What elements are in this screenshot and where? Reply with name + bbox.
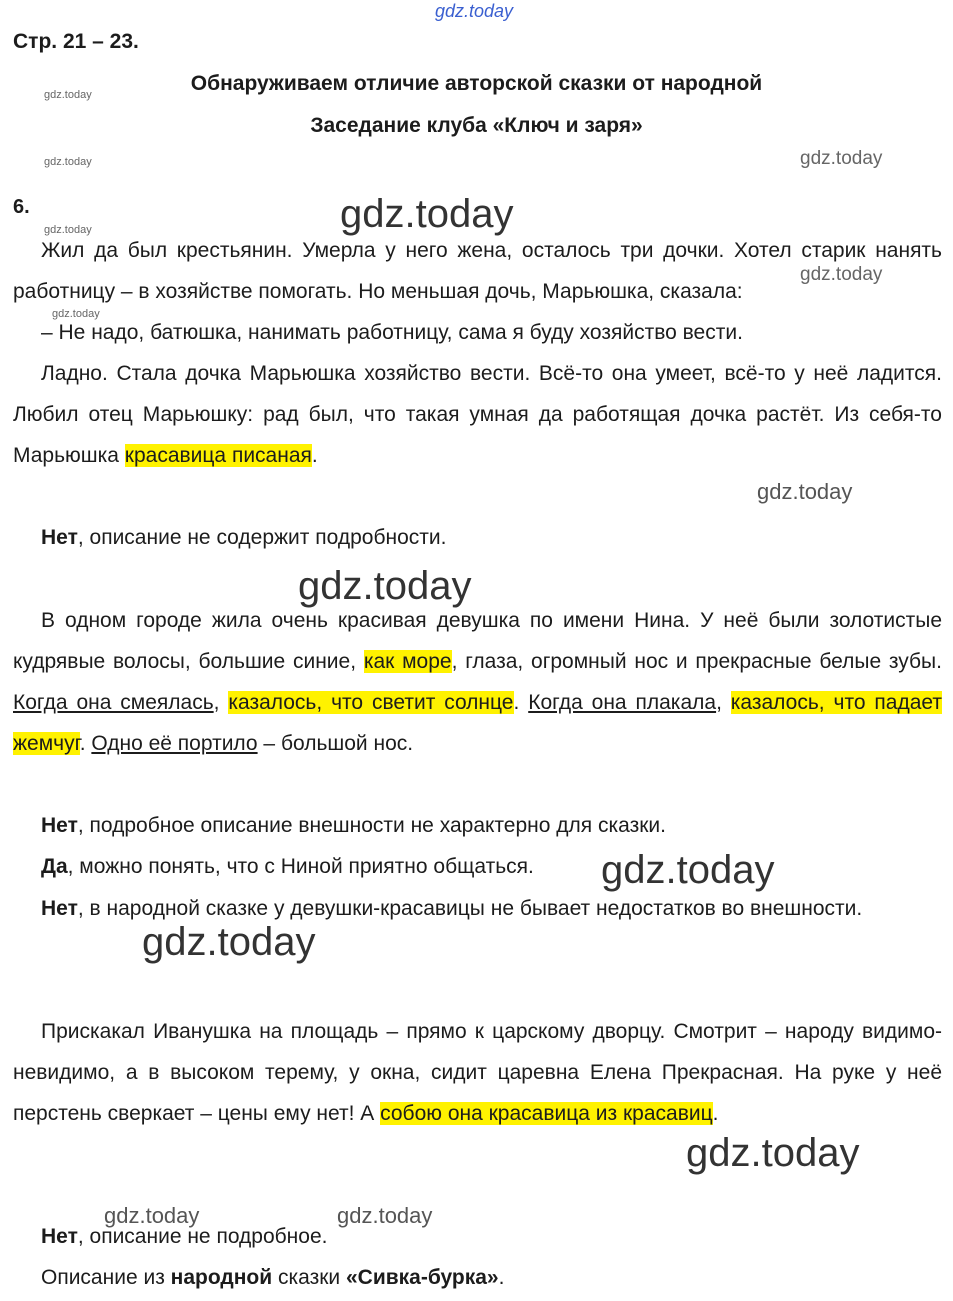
highlight-phrase: собою она красавица из красавиц — [380, 1102, 713, 1125]
passage-1-dialogue: – Не надо, батюшка, нанимать работницу, сама я буду хозяйство вести. — [41, 321, 743, 344]
watermark: gdz.today — [435, 1, 514, 21]
watermark: gdz.today — [44, 156, 92, 168]
underlined-phrase: Одно её портило — [91, 732, 258, 755]
watermark: gdz.today — [44, 89, 92, 101]
highlight-phrase: казалось, что падает жемчуг — [13, 691, 942, 755]
answer-2c: Нет, в народной сказке у девушки-красавицы не бывает недостатков во внешности. — [41, 897, 863, 920]
watermark: gdz.today — [104, 1203, 200, 1228]
highlight-phrase: казалось, что светит солнце — [228, 691, 514, 714]
lesson-title: Обнаруживаем отличие авторской сказки от народной — [190, 72, 763, 95]
watermark: gdz.today — [757, 479, 853, 504]
watermark: gdz.today — [340, 192, 514, 236]
highlight-phrase: как море — [363, 650, 452, 673]
underlined-phrase: Когда она плакала — [528, 691, 717, 714]
answer-3a: Нет, описание не подробное. — [41, 1225, 328, 1248]
answer-1: Нет, описание не содержит подробности. — [41, 526, 447, 549]
passage-2: В одном городе жила очень красивая девушка по имени Нина. У неё были золотистые кудрявые волосы, большие синие, как море, глаза, огромный нос и прекрасные белые зубы. Когда она смеялась, казалось, что светит солнце. Когда она плакала, казалось, что падает жемчуг. Одно её портило – большой нос. — [13, 609, 942, 755]
underlined-phrase: Когда она смеялась — [13, 691, 214, 714]
watermark: gdz.today — [52, 308, 100, 320]
watermark: gdz.today — [800, 264, 883, 285]
highlight-phrase: красавица писаная — [124, 444, 312, 467]
watermark: gdz.today — [142, 920, 316, 964]
lesson-subtitle: Заседание клуба «Ключ и заря» — [310, 114, 643, 137]
watermark: gdz.today — [298, 564, 472, 608]
answer-2a: Нет, подробное описание внешности не характерно для сказки. — [41, 814, 666, 837]
passage-1-intro: Жил да был крестьянин. Умерла у него жена, осталось три дочки. Хотел старик нанять работницу – в хозяйстве помогать. Но меньшая дочь, Марьюшка, сказала: — [13, 239, 942, 303]
watermark: gdz.today — [601, 848, 775, 892]
passage-1-body: Ладно. Стала дочка Марьюшка хозяйство вести. Всё-то она умеет, всё-то у неё ладится. Любил отец Марьюшку: рад был, что такая умная да работящая дочка растёт. Из себя-то Марьюшка красавица писаная. — [13, 362, 942, 467]
watermark: gdz.today — [686, 1131, 860, 1175]
watermark: gdz.today — [337, 1203, 433, 1228]
watermark: gdz.today — [800, 148, 883, 169]
task-number: 6. — [13, 196, 30, 218]
answer-2b: Да, можно понять, что с Ниной приятно общаться. — [41, 855, 534, 878]
passage-3: Прискакал Иванушка на площадь – прямо к царскому дворцу. Смотрит – народу видимо-невидимо, а в высоком терему, у окна, сидит царевна Елена Прекрасная. На руке у неё перстень сверкает – цены ему нет! А собою она красавица из красавиц. — [13, 1020, 942, 1125]
watermark: gdz.today — [44, 224, 92, 236]
page-range: Стр. 21 – 23. — [13, 30, 139, 53]
answer-3b: Описание из народной сказки «Сивка-бурка». — [41, 1266, 505, 1289]
